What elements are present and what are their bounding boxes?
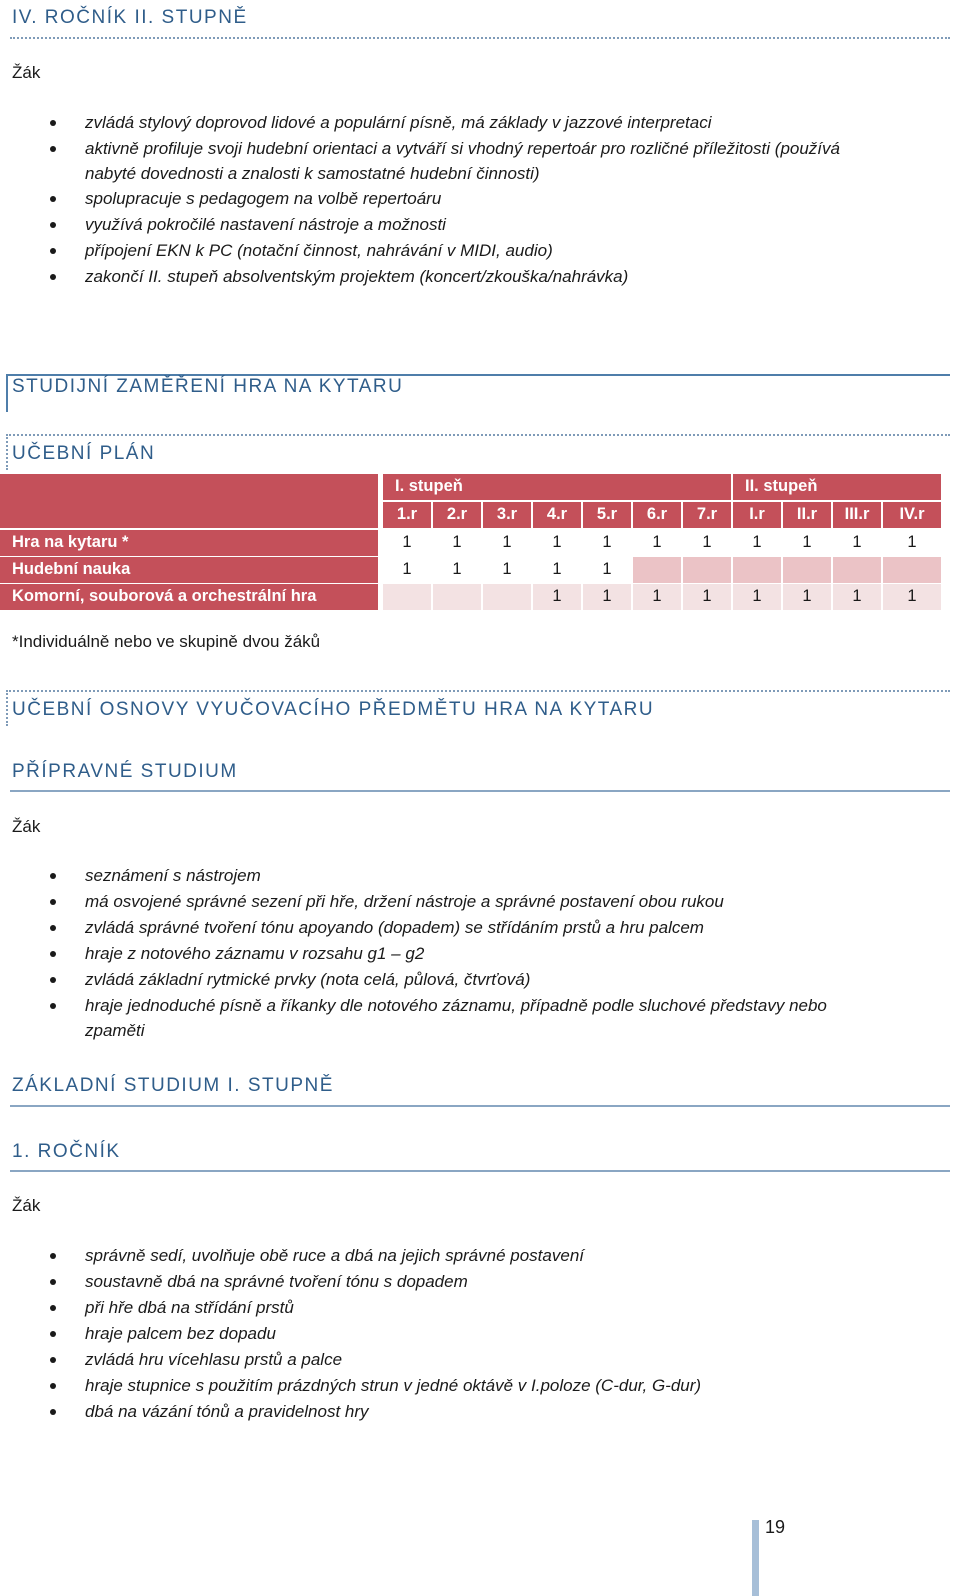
year-header: III.r (833, 502, 881, 528)
stage1-header: I. stupeň (383, 474, 731, 500)
table-cell (883, 557, 941, 583)
grade4-list (0, 110, 930, 290)
table-cell (683, 557, 731, 583)
bullet-icon (50, 222, 56, 228)
table-cell: 1 (733, 530, 781, 556)
zak-label-3: Žák (12, 1196, 41, 1215)
bullet-icon (50, 248, 56, 254)
table-cell: 1 (383, 557, 431, 583)
bullet-icon (50, 899, 56, 905)
osnovy-rule-left (6, 690, 8, 726)
table-cell: 1 (883, 584, 941, 610)
table-cell (433, 584, 481, 610)
table-cell: 1 (683, 584, 731, 610)
table-cell: 1 (533, 530, 581, 556)
table-cell (633, 557, 681, 583)
bullet-icon (50, 873, 56, 879)
table-row-label: Hra na kytaru * (0, 530, 378, 556)
table-cell: 1 (633, 584, 681, 610)
table-cell: 1 (433, 557, 481, 583)
list-item: hraje stupnice s použitím prázdných strun v jedné oktávě v I.poloze (C-dur, G-dur) (0, 1373, 930, 1399)
list-item: hraje jednoduché písně a říkanky dle notového záznamu, případně podle sluchové představy nebo zpaměti (0, 993, 930, 1043)
plan-rule (6, 434, 950, 436)
bullet-icon (50, 1305, 56, 1311)
bullet-icon (50, 925, 56, 931)
year-header: II.r (783, 502, 831, 528)
plan-heading: UČEBNÍ PLÁN (12, 443, 156, 464)
study-plan-table (0, 474, 944, 610)
year-header: 1.r (383, 502, 431, 528)
year-header: 3.r (483, 502, 531, 528)
table-cell: 1 (483, 557, 531, 583)
table-cell: 1 (833, 584, 881, 610)
bullet-icon (50, 977, 56, 983)
list-item: zvládá základní rytmické prvky (nota celá, půlová, čtvrťová) (0, 967, 930, 993)
table-cell (383, 584, 431, 610)
list-item: zvládá stylový doprovod lidové a populární písně, má základy v jazzové interpretaci (0, 110, 930, 136)
bullet-icon (50, 274, 56, 280)
table-cell: 1 (883, 530, 941, 556)
page-number: 19 (765, 1517, 786, 1537)
list-item: seznámení s nástrojem (0, 863, 930, 889)
table-cell: 1 (683, 530, 731, 556)
list-item: má osvojené správné sezení při hře, držení nástroje a správné postavení obou rukou (0, 889, 930, 915)
list-item: hraje palcem bez dopadu (0, 1321, 930, 1347)
list-item: soustavně dbá na správné tvoření tónu s dopadem (0, 1269, 930, 1295)
table-cell: 1 (583, 557, 631, 583)
table-cell (833, 557, 881, 583)
bullet-icon (50, 120, 56, 126)
year-header: 7.r (683, 502, 731, 528)
table-row-label: Hudební nauka (0, 557, 378, 583)
rocnik1-rule (10, 1170, 950, 1172)
bullet-icon (50, 1003, 56, 1009)
page-number-bar (752, 1520, 759, 1596)
table-cell: 1 (583, 530, 631, 556)
table-row-label: Komorní, souborová a orchestrální hra (0, 584, 378, 610)
list-item: zvládá správné tvoření tónu apoyando (dopadem) se střídáním prstů a hru palcem (0, 915, 930, 941)
list-item: zvládá hru vícehlasu prstů a palce (0, 1347, 930, 1373)
bullet-icon (50, 1357, 56, 1363)
table-cell: 1 (533, 557, 581, 583)
stage2-header: II. stupeň (733, 474, 941, 500)
list-item: při hře dbá na střídání prstů (0, 1295, 930, 1321)
grade4-rule (10, 37, 950, 39)
zak-label-2: Žák (12, 817, 41, 836)
bullet-icon (50, 1279, 56, 1285)
osnovy-rule (6, 690, 950, 692)
table-cell (783, 557, 831, 583)
table-cell: 1 (783, 530, 831, 556)
table-corner (0, 474, 378, 528)
pripravne-heading: PŘÍPRAVNÉ STUDIUM (12, 761, 238, 782)
table-cell: 1 (383, 530, 431, 556)
list-item: aktivně profiluje svoji hudební orientaci a vytváří si vhodný repertoár pro rozličné příležitosti (používá nabyté dovednosti a znalosti k samostatné hudební činnosti) (0, 136, 930, 186)
list-item: spolupracuje s pedagogem na volbě repertoáru (0, 186, 930, 212)
year-header: 2.r (433, 502, 481, 528)
table-cell: 1 (633, 530, 681, 556)
year-header: 4.r (533, 502, 581, 528)
table-cell: 1 (583, 584, 631, 610)
zak-label-1: Žák (12, 63, 41, 82)
list-item: zakončí II. stupeň absolventským projektem (koncert/zkouška/nahrávka) (0, 264, 930, 290)
year-header: I.r (733, 502, 781, 528)
osnovy-heading: UČEBNÍ OSNOVY VYUČOVACÍHO PŘEDMĚTU HRA NA KYTARU (12, 699, 655, 720)
bullet-icon (50, 1331, 56, 1337)
list-item: přípojení EKN k PC (notační činnost, nahrávání v MIDI, audio) (0, 238, 930, 264)
list-item: využívá pokročilé nastavení nástroje a možnosti (0, 212, 930, 238)
rocnik1-list (0, 1243, 930, 1425)
bullet-icon (50, 1253, 56, 1259)
table-cell: 1 (783, 584, 831, 610)
bullet-icon (50, 196, 56, 202)
table-cell: 1 (433, 530, 481, 556)
zakladni-rule (10, 1105, 950, 1107)
pripravne-rule (10, 790, 950, 792)
rocnik1-heading: 1. ROČNÍK (12, 1141, 121, 1162)
table-cell (483, 584, 531, 610)
pripravne-list (0, 863, 930, 1043)
table-cell: 1 (833, 530, 881, 556)
plan-rule-left (6, 434, 8, 470)
bullet-icon (50, 1409, 56, 1415)
year-header: IV.r (883, 502, 941, 528)
table-cell (733, 557, 781, 583)
table-cell: 1 (483, 530, 531, 556)
bullet-icon (50, 951, 56, 957)
zakladni-heading: ZÁKLADNÍ STUDIUM I. STUPNĚ (12, 1075, 334, 1096)
table-cell: 1 (733, 584, 781, 610)
table-cell: 1 (533, 584, 581, 610)
bullet-icon (50, 1383, 56, 1389)
grade4-heading: IV. ROČNÍK II. STUPNĚ (12, 7, 248, 28)
year-header: 5.r (583, 502, 631, 528)
section-heading: STUDIJNÍ ZAMĚŘENÍ HRA NA KYTARU (12, 376, 404, 397)
year-header: 6.r (633, 502, 681, 528)
list-item: správně sedí, uvolňuje obě ruce a dbá na jejich správné postavení (0, 1243, 930, 1269)
bullet-icon (50, 146, 56, 152)
list-item: dbá na vázání tónů a pravidelnost hry (0, 1399, 930, 1425)
footnote: *Individuálně nebo ve skupině dvou žáků (12, 632, 321, 651)
list-item: hraje z notového záznamu v rozsahu g1 – g2 (0, 941, 930, 967)
